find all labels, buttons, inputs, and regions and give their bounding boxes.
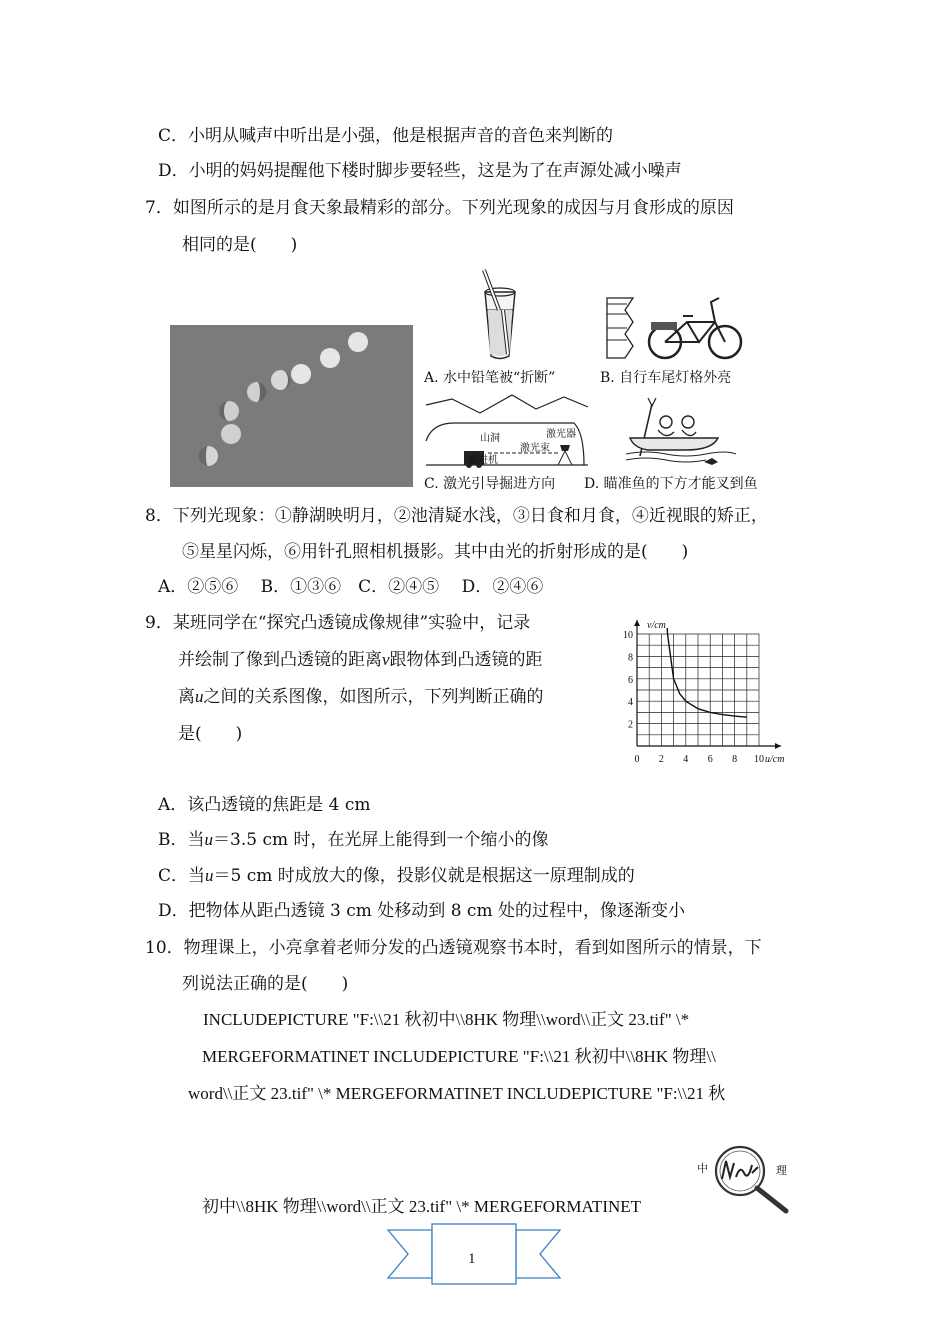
tunnel-laser-figure bbox=[424, 393, 590, 468]
q9-stem-line3: 离u之间的关系图像，如图所示，下列判断正确的 bbox=[178, 687, 544, 707]
q10-stem-line1: 10．物理课上，小亮拿着老师分发的凸透镜观察书本时，看到如图所示的情景，下 bbox=[145, 938, 762, 958]
label-laser: 激光器 bbox=[546, 429, 576, 440]
q6-option-d: D．小明的妈妈提醒他下楼时脚步要轻些，这是为了在声源处减小噪声 bbox=[158, 161, 682, 181]
page-number: 1 bbox=[468, 1251, 476, 1267]
logo-left-char: 中 bbox=[697, 1162, 708, 1175]
y-tick-label: 10 bbox=[623, 630, 633, 641]
magnifier-logo-icon bbox=[708, 1143, 792, 1215]
q10-stem-line2: 列说法正确的是( ) bbox=[182, 974, 349, 994]
y-tick-label: 4 bbox=[628, 697, 633, 709]
spear-fishing-figure bbox=[626, 396, 736, 466]
field-code-line1: INCLUDEPICTURE "F:\\21 秋初中\\8HK 物理\\word\\正文 23.tif" \* bbox=[203, 1010, 690, 1029]
q8-options: A．②⑤⑥ B．①③⑥ C．②④⑤ D．②④⑥ bbox=[158, 577, 544, 597]
q9-option-c: C．当u＝5 cm 时成放大的像，投影仪就是根据这一原理制成的 bbox=[158, 866, 635, 886]
label-tunnel: 山洞 bbox=[480, 433, 500, 444]
field-code-line2: MERGEFORMATINET INCLUDEPICTURE "F:\\21 秋初中\\8HK 物理\\ bbox=[202, 1047, 716, 1066]
field-code-line4: 初中\\8HK 物理\\word\\正文 23.tif" \* MERGEFORMATINET bbox=[202, 1197, 642, 1216]
y-axis-label: v/cm bbox=[647, 620, 666, 631]
figure-caption-b: B. 自行车尾灯格外亮 bbox=[600, 370, 732, 386]
label-laser-beam: 激光束 bbox=[520, 443, 550, 454]
bicycle-reflector-figure bbox=[603, 292, 748, 364]
x-axis-label: u/cm bbox=[765, 754, 785, 765]
x-tick-label: 8 bbox=[732, 754, 738, 765]
x-tick-label: 0 bbox=[634, 754, 640, 765]
q9-option-b: B．当u＝3.5 cm 时，在光屏上能得到一个缩小的像 bbox=[158, 830, 549, 850]
x-axis-arrow bbox=[775, 743, 781, 749]
q9-stem-line4: 是( ) bbox=[178, 724, 243, 744]
q8-stem-line2: ⑤星星闪烁，⑥用针孔照相机摄影。其中由光的折射形成的是( ) bbox=[182, 542, 689, 562]
q8-stem-line1: 8．下列光现象：①静湖映明月，②池清疑水浅，③日食和月食，④近视眼的矫正， bbox=[145, 506, 768, 526]
x-tick-label: 4 bbox=[683, 754, 689, 765]
q9-stem-line1: 9．某班同学在“探究凸透镜成像规律”实验中，记录 bbox=[145, 613, 531, 633]
label-tunnel-machine: 掘进机 bbox=[468, 455, 498, 466]
field-code-line3: word\\正文 23.tif" \* MERGEFORMATINET INCLUDEPICTURE "F:\\21 秋 bbox=[188, 1084, 726, 1103]
figure-caption-d: D. 瞄准鱼的下方才能叉到鱼 bbox=[584, 476, 758, 492]
y-axis-arrow bbox=[634, 620, 640, 626]
q6-option-c: C．小明从喊声中听出是小强，他是根据声音的音色来判断的 bbox=[158, 126, 614, 146]
image-distance-chart bbox=[616, 612, 806, 768]
y-tick-label: 6 bbox=[628, 674, 633, 686]
q7-stem-line2: 相同的是( ) bbox=[182, 235, 298, 255]
x-tick-label: 2 bbox=[658, 754, 664, 765]
y-tick-label: 2 bbox=[628, 719, 633, 731]
logo-right-char: 理 bbox=[776, 1164, 787, 1177]
x-tick-label: 6 bbox=[707, 754, 713, 765]
x-tick-label: 10 bbox=[754, 754, 764, 765]
q9-option-d: D．把物体从距凸透镜 3 cm 处移动到 8 cm 处的过程中，像逐渐变小 bbox=[158, 901, 685, 921]
figure-caption-c: C. 激光引导掘进方向 bbox=[424, 476, 556, 492]
lunar-eclipse-photo bbox=[170, 325, 413, 487]
q9-option-a: A．该凸透镜的焦距是 4 cm bbox=[158, 795, 371, 815]
figure-caption-a: A. 水中铅笔被“折断” bbox=[424, 370, 556, 386]
y-tick-label: 8 bbox=[628, 652, 633, 664]
pencil-in-water-figure bbox=[470, 266, 530, 362]
q7-stem-line1: 7．如图所示的是月食天象最精彩的部分。下列光现象的成因与月食形成的原因 bbox=[145, 198, 734, 218]
q9-stem-line2: 并绘制了像到凸透镜的距离v跟物体到凸透镜的距 bbox=[178, 650, 543, 670]
